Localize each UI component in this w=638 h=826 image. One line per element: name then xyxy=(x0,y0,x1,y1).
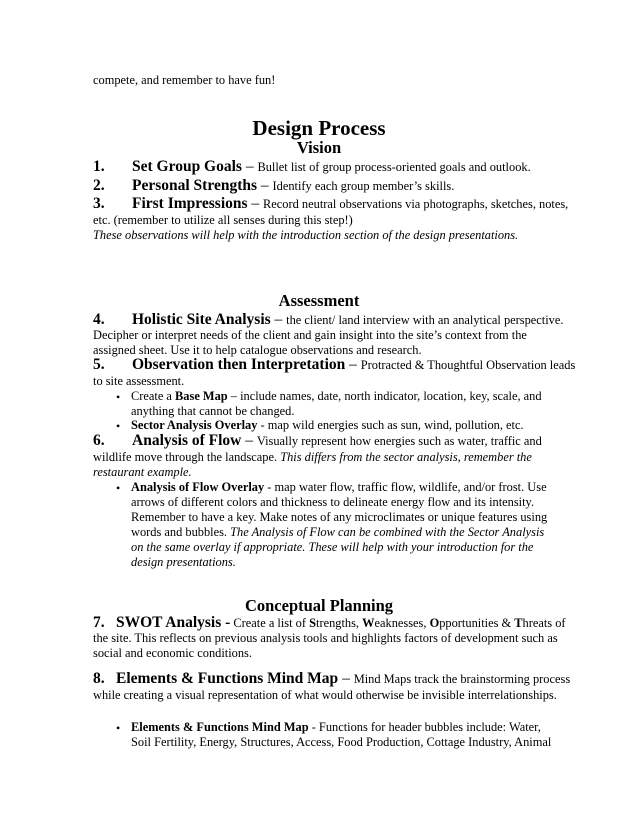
bullet-base-map: Create a Base Map – include names, date, north indicator, location, key, scale, and xyxy=(131,389,542,403)
bullet-sector-analysis: Sector Analysis Overlay - map wild energies such as sun, wind, pollution, etc. xyxy=(131,418,524,432)
step-number: 7. xyxy=(93,614,105,631)
bullet-mind-map: Elements & Functions Mind Map - Functions for header bubbles include: Water, xyxy=(131,720,541,734)
step-number: 6. xyxy=(93,432,105,449)
bullet-flow-line-5: on the same overlay if appropriate. These will help with your introduction for the xyxy=(131,540,534,554)
step-title: First Impressions xyxy=(132,195,248,212)
continuation-text: compete, and remember to have fun! xyxy=(93,73,276,87)
step-6-line-2: wildlife move through the landscape. This differs from the sector analysis, remember the xyxy=(93,450,532,464)
bullet-icon: • xyxy=(116,481,121,495)
step-text: the client/ land interview with an analytical perspective. xyxy=(286,313,564,327)
step-7-line-2: the site. This reflects on previous analysis tools and highlights factors of development such as xyxy=(93,631,558,645)
bullet-flow-line-3: Remember to have a key. Make notes of any microclimates or unique features using xyxy=(131,510,548,524)
section-heading-assessment: Assessment xyxy=(278,291,360,310)
step-text: Mind Maps track the brainstorming process xyxy=(353,672,571,686)
bullet-icon: • xyxy=(116,419,121,433)
step-1: 1. Set Group Goals – Bullet list of group process-oriented goals and outlook. xyxy=(93,158,531,175)
step-number: 5. xyxy=(93,356,105,373)
step-6-line-3: restaurant example. xyxy=(93,465,192,479)
step-text: Visually represent how energies such as water, traffic and xyxy=(256,434,542,448)
step-7-line-3: social and economic conditions. xyxy=(93,646,252,660)
bullet-flow-line-6: design presentations. xyxy=(131,555,236,569)
step-3: 3. First Impressions – Record neutral observations via photographs, sketches, notes, xyxy=(93,195,569,212)
step-title: Personal Strengths xyxy=(132,177,258,194)
bullet-flow-line-2: arrows of different colors and thickness to delineate energy flow and its intensity. xyxy=(131,495,535,509)
bullet-icon: • xyxy=(116,390,121,404)
step-title: SWOT Analysis - xyxy=(116,614,231,631)
bullet-mind-map-line-2: Soil Fertility, Energy, Structures, Access, Food Production, Cottage Industry, Animal xyxy=(131,735,552,749)
step-text: Record neutral observations via photographs, sketches, notes, xyxy=(263,197,569,211)
bullet-flow-line-4: words and bubbles. The Analysis of Flow can be combined with the Sector Analysis xyxy=(131,525,545,539)
step-number: 3. xyxy=(93,195,105,212)
bullet-analysis-of-flow: Analysis of Flow Overlay - map water flow, traffic flow, wildlife, and/or frost. Use xyxy=(131,480,547,494)
step-text: Identify each group member’s skills. xyxy=(272,179,455,193)
step-3-continued: etc. (remember to utilize all senses during this step!) xyxy=(93,213,353,227)
bullet-base-map-line-2: anything that cannot be changed. xyxy=(131,404,295,418)
step-title: Analysis of Flow xyxy=(132,432,242,449)
step-2: 2. Personal Strengths – Identify each group member’s skills. xyxy=(93,177,455,194)
step-title: Elements & Functions Mind Map xyxy=(116,670,339,687)
step-number: 2. xyxy=(93,177,105,194)
step-title: Holistic Site Analysis xyxy=(132,311,271,328)
bullet-icon: • xyxy=(116,721,121,735)
step-title: Observation then Interpretation xyxy=(132,356,346,373)
step-4-line-2: Decipher or interpret needs of the client and gain insight into the site’s context from the xyxy=(93,328,527,342)
step-4: 4. Holistic Site Analysis – the client/ land interview with an analytical perspective. xyxy=(93,311,564,328)
section-heading-vision: Vision xyxy=(296,138,342,157)
step-6: 6. Analysis of Flow – Visually represent how energies such as water, traffic and xyxy=(93,432,542,449)
step-4-line-3: assigned sheet. Use it to help catalogue observations and research. xyxy=(93,343,422,357)
section-heading-conceptual: Conceptual Planning xyxy=(244,596,394,615)
step-number: 4. xyxy=(93,311,105,328)
step-number: 1. xyxy=(93,158,105,175)
step-text: Protracted & Thoughtful Observation leads xyxy=(360,358,576,372)
vision-note: These observations will help with the introduction section of the design presentations. xyxy=(93,228,519,242)
step-number: 8. xyxy=(93,670,105,687)
step-5-line-2: to site assessment. xyxy=(93,374,185,388)
step-5: 5. Observation then Interpretation – Protracted & Thoughtful Observation leads xyxy=(93,356,576,373)
step-text: Bullet list of group process-oriented goals and outlook. xyxy=(257,160,531,174)
step-title: Set Group Goals xyxy=(132,158,242,175)
step-8: 8. Elements & Functions Mind Map – Mind Maps track the brainstorming process xyxy=(93,670,571,687)
step-8-line-2: while creating a visual representation of what would otherwise be invisible interrelationships. xyxy=(93,688,557,702)
step-7: 7. SWOT Analysis - Create a list of Strengths, Weaknesses, Opportunities & Threats of xyxy=(93,614,566,631)
page-title: Design Process xyxy=(252,116,386,140)
